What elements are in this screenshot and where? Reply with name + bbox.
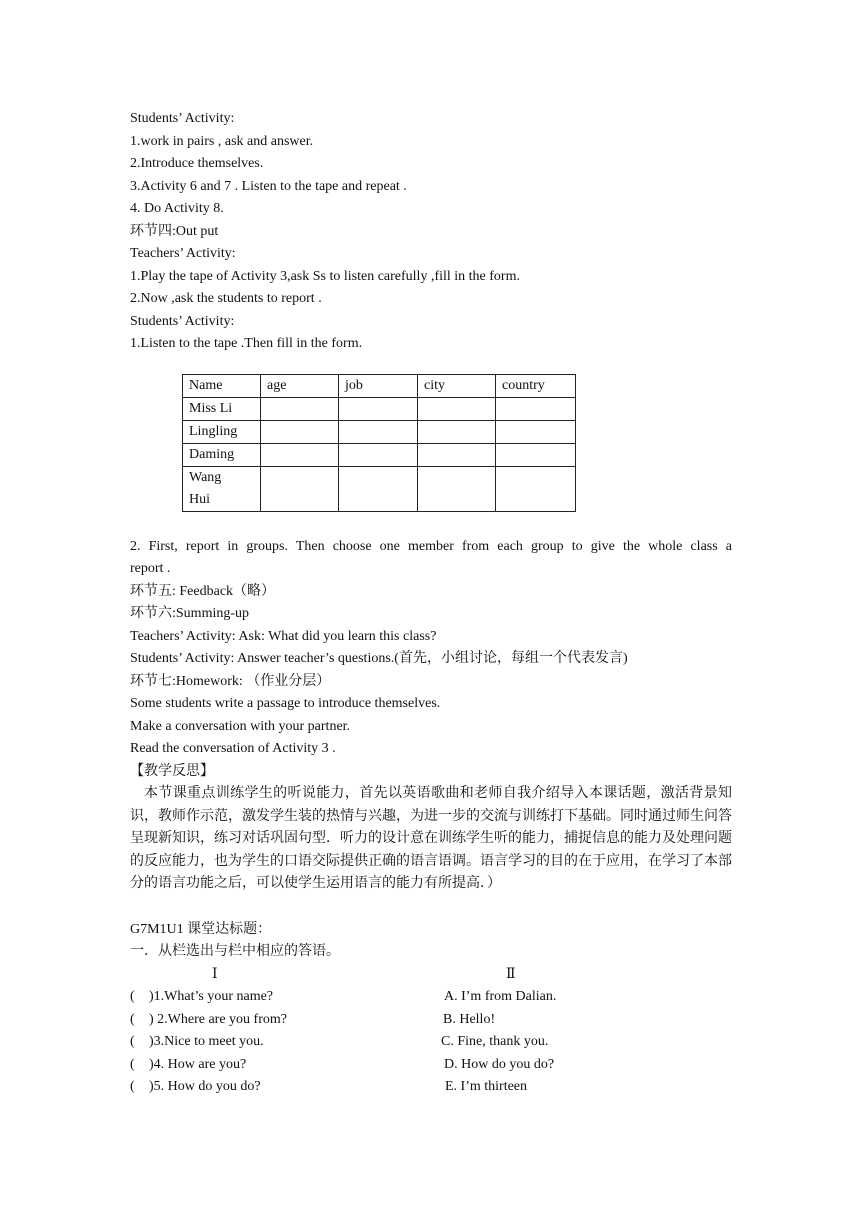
text-line: 2.Introduce themselves.: [130, 156, 264, 171]
row-name: Lingling: [183, 420, 261, 443]
text-line: 4. Do Activity 8.: [130, 201, 224, 216]
row-name: [183, 466, 261, 511]
text-line: 环节五: Feedback（略）: [130, 583, 276, 599]
column-headings: [130, 964, 732, 987]
question-text: )3.Nice to meet you.: [149, 1034, 264, 1049]
table-cell: [261, 420, 339, 443]
document-page: [130, 108, 732, 1099]
text-line: 2.Now ,ask the students to report .: [130, 291, 322, 306]
table-cell: [339, 443, 418, 466]
table-cell: [418, 420, 496, 443]
table-cell: [418, 466, 496, 511]
row-name: Miss Li: [183, 397, 261, 420]
header-job: job: [339, 374, 418, 397]
answer-blank: (: [130, 1056, 135, 1072]
table-cell: [261, 443, 339, 466]
answer-option: B. Hello!: [443, 1011, 496, 1027]
text-line: Students’ Activity: Answer teacher’s questions.(首先，小组讨论，每组一个代表发言): [130, 651, 628, 666]
list-item: [130, 986, 732, 1009]
answer-blank: (: [130, 1034, 135, 1049]
section-heading: 【教学反思】: [130, 763, 214, 779]
answer-blank: (: [130, 1011, 135, 1027]
text-line: 1.Play the tape of Activity 3,ask Ss to listen carefully ,fill in the form.: [130, 268, 520, 284]
question-text: )5. How do you do?: [149, 1079, 261, 1094]
exercise-section: [130, 919, 732, 1099]
text-line: Students’ Activity:: [130, 313, 235, 329]
answer-option: C. Fine, thank you.: [441, 1034, 549, 1049]
text-line: report .: [130, 561, 171, 576]
text-line: Teachers’ Activity:: [130, 246, 236, 261]
header-country: country: [496, 374, 576, 397]
activity-section: [130, 108, 732, 356]
row-name-text: Wang Hui: [189, 469, 222, 507]
text-line: 1.work in pairs , ask and answer.: [130, 133, 314, 149]
question-text: )1.What’s your name?: [149, 989, 274, 1004]
text-line: 3.Activity 6 and 7 . Listen to the tape and repeat .: [130, 178, 407, 194]
list-item: [130, 1009, 732, 1032]
exercise-title: G7M1U1 课堂达标题：: [130, 921, 272, 937]
feedback-section: [130, 536, 732, 896]
column-heading-2: Ⅱ: [506, 966, 516, 982]
row-name: Daming: [183, 443, 261, 466]
list-item: [130, 1076, 732, 1099]
table-cell: [261, 466, 339, 511]
answer-option: A. I’m from Dalian.: [444, 989, 557, 1004]
table-cell: [339, 420, 418, 443]
table-cell: [339, 397, 418, 420]
table-cell: [496, 397, 576, 420]
column-heading-1: Ⅰ: [212, 966, 218, 982]
header-age: age: [261, 374, 339, 397]
answer-blank: (: [130, 1079, 135, 1094]
table-row: [183, 466, 576, 511]
fill-in-form-table: [182, 374, 576, 512]
header-name: Name: [183, 374, 261, 397]
table-cell: [496, 443, 576, 466]
question-text: ) 2.Where are you from?: [149, 1011, 287, 1027]
table-cell: [496, 466, 576, 511]
exercise-instruction: 一．从栏选出与栏中相应的答语。: [130, 944, 340, 959]
question-text: )4. How are you?: [149, 1056, 247, 1072]
table-cell: [339, 466, 418, 511]
answer-option: E. I’m thirteen: [445, 1079, 528, 1094]
list-item: [130, 1054, 732, 1077]
table-row: [183, 397, 576, 420]
text-line: 环节四:Out put: [130, 223, 219, 239]
text-line: Make a conversation with your partner.: [130, 718, 351, 734]
text-line: 环节七:Homework: （作业分层）: [130, 673, 331, 689]
table-row: [183, 443, 576, 466]
text-line: Some students write a passage to introduce themselves.: [130, 696, 441, 711]
list-item: [130, 1031, 732, 1054]
answer-option: D. How do you do?: [444, 1056, 555, 1072]
text-line: Teachers’ Activity: Ask: What did you learn this class?: [130, 628, 437, 644]
text-line: 2. First, report in groups. Then choose one member from each group to give the whole class a: [130, 538, 732, 554]
text-line: Read the conversation of Activity 3 .: [130, 741, 336, 756]
text-line: 1.Listen to the tape .Then fill in the form.: [130, 336, 363, 351]
table-cell: [261, 397, 339, 420]
table-header-row: [183, 374, 576, 397]
reflection-paragraph: 本节课重点训练学生的听说能力，首先以英语歌曲和老师自我介绍导入本课话题，激活背景知识，教师作示范，激发学生装的热情与兴趣，为进一步的交流与训练打下基础。同时通过师生问答呈现新知识，练习对话巩固句型．听力的设计意在训练学生听的能力，捕捉信息的能力及处理问题的反应能力，也为学生的口语交际提供正确的语言语调。语言学习的目的在于应用，在学习了本部分的语言功能之后，可以使学生运用语言的能力有所提高．）: [130, 786, 732, 891]
table-cell: [418, 397, 496, 420]
table-cell: [418, 443, 496, 466]
table-row: [183, 420, 576, 443]
table-cell: [496, 420, 576, 443]
text-line: 环节六:Summing-up: [130, 606, 250, 621]
header-city: city: [418, 374, 496, 397]
text-line: Students’ Activity:: [130, 111, 235, 126]
answer-blank: (: [130, 989, 135, 1004]
